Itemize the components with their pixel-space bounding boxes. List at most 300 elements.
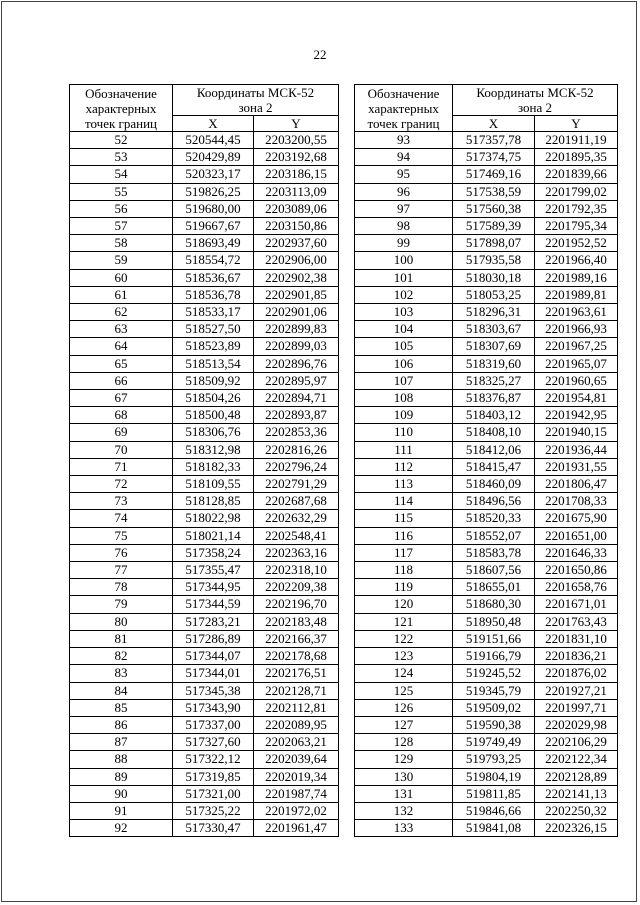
y-coordinate-cell: 2202816,26 <box>254 441 339 458</box>
y-coordinate-cell: 2202128,89 <box>535 768 618 785</box>
point-number-cell: 101 <box>355 269 453 286</box>
table-row <box>355 166 618 183</box>
x-coordinate-cell: 518182,33 <box>173 458 254 475</box>
x-coordinate-cell: 518306,76 <box>173 424 254 441</box>
y-coordinate-cell: 2201927,21 <box>535 682 618 699</box>
header-designation <box>70 85 173 132</box>
header-x: X <box>173 116 254 132</box>
y-coordinate-cell: 2203150,86 <box>254 218 339 235</box>
y-coordinate-cell: 2201671,01 <box>535 596 618 613</box>
x-coordinate-cell: 519793,25 <box>453 751 535 768</box>
point-number-cell: 107 <box>355 372 453 389</box>
point-number-cell: 111 <box>355 441 453 458</box>
y-coordinate-cell: 2201997,71 <box>535 699 618 716</box>
table-row <box>70 768 339 785</box>
y-coordinate-cell: 2201942,95 <box>535 407 618 424</box>
y-coordinate-cell: 2203200,55 <box>254 132 339 149</box>
x-coordinate-cell: 518312,98 <box>173 441 254 458</box>
point-number-cell: 64 <box>70 338 173 355</box>
header-y: Y <box>535 116 618 132</box>
table-row <box>70 510 339 527</box>
point-number-cell: 82 <box>70 648 173 665</box>
y-coordinate-cell: 2201876,02 <box>535 665 618 682</box>
table-row <box>70 665 339 682</box>
table-row <box>70 200 339 217</box>
header-designation-line: точек границ <box>367 115 440 131</box>
point-number-cell: 118 <box>355 562 453 579</box>
x-coordinate-cell: 518325,27 <box>453 372 535 389</box>
y-coordinate-cell: 2202632,29 <box>254 510 339 527</box>
header-designation-line: характерных <box>85 100 157 116</box>
x-coordinate-cell: 520429,89 <box>173 149 254 166</box>
y-coordinate-cell: 2202896,76 <box>254 355 339 372</box>
x-coordinate-cell: 518513,54 <box>173 355 254 372</box>
point-number-cell: 113 <box>355 476 453 493</box>
point-number-cell: 84 <box>70 682 173 699</box>
point-number-cell: 96 <box>355 183 453 200</box>
table-row <box>70 218 339 235</box>
y-coordinate-cell: 2202326,15 <box>535 820 618 837</box>
left-table-body <box>70 132 339 837</box>
y-coordinate-cell: 2201989,16 <box>535 269 618 286</box>
table-row <box>70 321 339 338</box>
header-y: Y <box>254 116 339 132</box>
point-number-cell: 129 <box>355 751 453 768</box>
x-coordinate-cell: 518552,07 <box>453 527 535 544</box>
x-coordinate-cell: 519509,02 <box>453 699 535 716</box>
point-number-cell: 57 <box>70 218 173 235</box>
y-coordinate-cell: 2202687,68 <box>254 493 339 510</box>
x-coordinate-cell: 518460,09 <box>453 476 535 493</box>
x-coordinate-cell: 519151,66 <box>453 630 535 647</box>
point-number-cell: 130 <box>355 768 453 785</box>
y-coordinate-cell: 2202176,51 <box>254 665 339 682</box>
x-coordinate-cell: 518520,33 <box>453 510 535 527</box>
table-row <box>70 183 339 200</box>
y-coordinate-cell: 2201963,61 <box>535 304 618 321</box>
y-coordinate-cell: 2202899,83 <box>254 321 339 338</box>
table-row <box>70 648 339 665</box>
y-coordinate-cell: 2202122,34 <box>535 751 618 768</box>
x-coordinate-cell: 517898,07 <box>453 235 535 252</box>
y-coordinate-cell: 2201795,34 <box>535 218 618 235</box>
point-number-cell: 65 <box>70 355 173 372</box>
table-row <box>355 286 618 303</box>
x-coordinate-cell: 518376,87 <box>453 390 535 407</box>
x-coordinate-cell: 517538,59 <box>453 183 535 200</box>
table-row <box>355 372 618 389</box>
x-coordinate-cell: 518527,50 <box>173 321 254 338</box>
table-row <box>355 269 618 286</box>
x-coordinate-cell: 519804,19 <box>453 768 535 785</box>
x-coordinate-cell: 518523,89 <box>173 338 254 355</box>
table-row <box>70 132 339 149</box>
y-coordinate-cell: 2201646,33 <box>535 544 618 561</box>
table-row <box>355 699 618 716</box>
table-row <box>70 613 339 630</box>
point-number-cell: 123 <box>355 648 453 665</box>
table-row <box>70 544 339 561</box>
point-number-cell: 105 <box>355 338 453 355</box>
point-number-cell: 86 <box>70 716 173 733</box>
point-number-cell: 114 <box>355 493 453 510</box>
x-coordinate-cell: 520323,17 <box>173 166 254 183</box>
y-coordinate-cell: 2202363,16 <box>254 544 339 561</box>
y-coordinate-cell: 2203192,68 <box>254 149 339 166</box>
point-number-cell: 91 <box>70 802 173 819</box>
x-coordinate-cell: 518307,69 <box>453 338 535 355</box>
point-number-cell: 103 <box>355 304 453 321</box>
y-coordinate-cell: 2202029,98 <box>535 716 618 733</box>
x-coordinate-cell: 519166,79 <box>453 648 535 665</box>
point-number-cell: 110 <box>355 424 453 441</box>
x-coordinate-cell: 518680,30 <box>453 596 535 613</box>
table-row <box>70 372 339 389</box>
table-row <box>355 252 618 269</box>
x-coordinate-cell: 518415,47 <box>453 458 535 475</box>
y-coordinate-cell: 2202106,29 <box>535 734 618 751</box>
y-coordinate-cell: 2201799,02 <box>535 183 618 200</box>
y-coordinate-cell: 2202902,38 <box>254 269 339 286</box>
table-row <box>355 665 618 682</box>
point-number-cell: 121 <box>355 613 453 630</box>
point-number-cell: 62 <box>70 304 173 321</box>
point-number-cell: 120 <box>355 596 453 613</box>
table-row <box>355 304 618 321</box>
y-coordinate-cell: 2201911,19 <box>535 132 618 149</box>
table-row <box>70 734 339 751</box>
x-coordinate-cell: 518536,78 <box>173 286 254 303</box>
y-coordinate-cell: 2201651,00 <box>535 527 618 544</box>
point-number-cell: 83 <box>70 665 173 682</box>
point-number-cell: 89 <box>70 768 173 785</box>
point-number-cell: 95 <box>355 166 453 183</box>
table-row <box>355 132 618 149</box>
point-number-cell: 61 <box>70 286 173 303</box>
x-coordinate-cell: 518607,56 <box>453 562 535 579</box>
x-coordinate-cell: 518053,25 <box>453 286 535 303</box>
table-row <box>70 493 339 510</box>
table-row <box>355 338 618 355</box>
table-row <box>70 716 339 733</box>
x-coordinate-cell: 518554,72 <box>173 252 254 269</box>
x-coordinate-cell: 517330,47 <box>173 820 254 837</box>
table-row <box>70 166 339 183</box>
table-row <box>355 630 618 647</box>
table-row <box>355 648 618 665</box>
y-coordinate-cell: 2201763,43 <box>535 613 618 630</box>
table-row <box>70 630 339 647</box>
point-number-cell: 131 <box>355 785 453 802</box>
table-row <box>70 699 339 716</box>
point-number-cell: 88 <box>70 751 173 768</box>
table-row <box>355 424 618 441</box>
y-coordinate-cell: 2201839,66 <box>535 166 618 183</box>
x-coordinate-cell: 517344,01 <box>173 665 254 682</box>
point-number-cell: 75 <box>70 527 173 544</box>
y-coordinate-cell: 2202063,21 <box>254 734 339 751</box>
y-coordinate-cell: 2201806,47 <box>535 476 618 493</box>
point-number-cell: 115 <box>355 510 453 527</box>
x-coordinate-cell: 519245,52 <box>453 665 535 682</box>
y-coordinate-cell: 2201792,35 <box>535 200 618 217</box>
y-coordinate-cell: 2202895,97 <box>254 372 339 389</box>
point-number-cell: 66 <box>70 372 173 389</box>
point-number-cell: 92 <box>70 820 173 837</box>
x-coordinate-cell: 518536,67 <box>173 269 254 286</box>
table-row <box>70 390 339 407</box>
table-row <box>355 441 618 458</box>
point-number-cell: 55 <box>70 183 173 200</box>
y-coordinate-cell: 2201936,44 <box>535 441 618 458</box>
point-number-cell: 77 <box>70 562 173 579</box>
table-row <box>70 304 339 321</box>
x-coordinate-cell: 518500,48 <box>173 407 254 424</box>
point-number-cell: 100 <box>355 252 453 269</box>
y-coordinate-cell: 2202089,95 <box>254 716 339 733</box>
table-row <box>70 355 339 372</box>
y-coordinate-cell: 2202894,71 <box>254 390 339 407</box>
y-coordinate-cell: 2202906,00 <box>254 252 339 269</box>
x-coordinate-cell: 517355,47 <box>173 562 254 579</box>
point-number-cell: 87 <box>70 734 173 751</box>
y-coordinate-cell: 2202853,36 <box>254 424 339 441</box>
table-row <box>355 149 618 166</box>
x-coordinate-cell: 517283,21 <box>173 613 254 630</box>
table-row <box>355 613 618 630</box>
y-coordinate-cell: 2201987,74 <box>254 785 339 802</box>
point-number-cell: 69 <box>70 424 173 441</box>
y-coordinate-cell: 2201658,76 <box>535 579 618 596</box>
point-number-cell: 74 <box>70 510 173 527</box>
point-number-cell: 90 <box>70 785 173 802</box>
x-coordinate-cell: 518583,78 <box>453 544 535 561</box>
page-number: 22 <box>313 47 327 62</box>
header-coords-title <box>453 85 618 116</box>
x-coordinate-cell: 520544,45 <box>173 132 254 149</box>
x-coordinate-cell: 517325,22 <box>173 802 254 819</box>
y-coordinate-cell: 2202019,34 <box>254 768 339 785</box>
y-coordinate-cell: 2201952,52 <box>535 235 618 252</box>
right-table-body <box>355 132 618 837</box>
x-coordinate-cell: 517286,89 <box>173 630 254 647</box>
y-coordinate-cell: 2202178,68 <box>254 648 339 665</box>
y-coordinate-cell: 2202141,13 <box>535 785 618 802</box>
y-coordinate-cell: 2201675,90 <box>535 510 618 527</box>
header-coords-title <box>173 85 339 116</box>
y-coordinate-cell: 2201954,81 <box>535 390 618 407</box>
table-row <box>355 579 618 596</box>
table-row <box>355 751 618 768</box>
y-coordinate-cell: 2202112,81 <box>254 699 339 716</box>
table-row <box>70 579 339 596</box>
x-coordinate-cell: 518128,85 <box>173 493 254 510</box>
point-number-cell: 54 <box>70 166 173 183</box>
point-number-cell: 76 <box>70 544 173 561</box>
y-coordinate-cell: 2201961,47 <box>254 820 339 837</box>
header-designation <box>355 85 453 132</box>
header-coords-line: зона 2 <box>238 100 273 115</box>
point-number-cell: 117 <box>355 544 453 561</box>
point-number-cell: 59 <box>70 252 173 269</box>
x-coordinate-cell: 518504,26 <box>173 390 254 407</box>
point-number-cell: 67 <box>70 390 173 407</box>
y-coordinate-cell: 2202937,60 <box>254 235 339 252</box>
point-number-cell: 99 <box>355 235 453 252</box>
x-coordinate-cell: 519846,66 <box>453 802 535 819</box>
y-coordinate-cell: 2201966,40 <box>535 252 618 269</box>
table-row <box>355 390 618 407</box>
header-designation-line: характерных <box>368 100 439 116</box>
point-number-cell: 133 <box>355 820 453 837</box>
x-coordinate-cell: 518403,12 <box>453 407 535 424</box>
x-coordinate-cell: 517374,75 <box>453 149 535 166</box>
point-number-cell: 53 <box>70 149 173 166</box>
y-coordinate-cell: 2202899,03 <box>254 338 339 355</box>
header-coords-line: зона 2 <box>517 100 553 115</box>
table-row <box>355 355 618 372</box>
table-row <box>355 218 618 235</box>
table-row <box>355 527 618 544</box>
point-number-cell: 56 <box>70 200 173 217</box>
x-coordinate-cell: 519667,67 <box>173 218 254 235</box>
y-coordinate-cell: 2202183,48 <box>254 613 339 630</box>
table-row <box>70 149 339 166</box>
table-row <box>355 321 618 338</box>
table-row <box>355 458 618 475</box>
table-row <box>70 751 339 768</box>
table-row <box>355 716 618 733</box>
point-number-cell: 58 <box>70 235 173 252</box>
x-coordinate-cell: 517344,59 <box>173 596 254 613</box>
point-number-cell: 71 <box>70 458 173 475</box>
point-number-cell: 104 <box>355 321 453 338</box>
x-coordinate-cell: 517589,39 <box>453 218 535 235</box>
x-coordinate-cell: 519590,38 <box>453 716 535 733</box>
point-number-cell: 125 <box>355 682 453 699</box>
header-designation-line: точек границ <box>84 115 158 131</box>
x-coordinate-cell: 518021,14 <box>173 527 254 544</box>
x-coordinate-cell: 519841,08 <box>453 820 535 837</box>
point-number-cell: 127 <box>355 716 453 733</box>
table-row <box>70 235 339 252</box>
y-coordinate-cell: 2202039,64 <box>254 751 339 768</box>
y-coordinate-cell: 2203186,15 <box>254 166 339 183</box>
table-row <box>70 785 339 802</box>
point-number-cell: 112 <box>355 458 453 475</box>
point-number-cell: 94 <box>355 149 453 166</box>
point-number-cell: 98 <box>355 218 453 235</box>
y-coordinate-cell: 2202166,37 <box>254 630 339 647</box>
y-coordinate-cell: 2201895,35 <box>535 149 618 166</box>
x-coordinate-cell: 517560,38 <box>453 200 535 217</box>
x-coordinate-cell: 518296,31 <box>453 304 535 321</box>
table-row <box>355 596 618 613</box>
x-coordinate-cell: 518022,98 <box>173 510 254 527</box>
x-coordinate-cell: 518319,60 <box>453 355 535 372</box>
table-row <box>355 183 618 200</box>
x-coordinate-cell: 519826,25 <box>173 183 254 200</box>
x-coordinate-cell: 517344,95 <box>173 579 254 596</box>
y-coordinate-cell: 2202196,70 <box>254 596 339 613</box>
y-coordinate-cell: 2201940,15 <box>535 424 618 441</box>
point-number-cell: 108 <box>355 390 453 407</box>
table-row <box>355 682 618 699</box>
table-row <box>70 596 339 613</box>
x-coordinate-cell: 517327,60 <box>173 734 254 751</box>
header-x: X <box>453 116 535 132</box>
y-coordinate-cell: 2202318,10 <box>254 562 339 579</box>
point-number-cell: 132 <box>355 802 453 819</box>
point-number-cell: 79 <box>70 596 173 613</box>
table-row <box>355 476 618 493</box>
point-number-cell: 52 <box>70 132 173 149</box>
x-coordinate-cell: 517357,78 <box>453 132 535 149</box>
point-number-cell: 73 <box>70 493 173 510</box>
table-row <box>70 802 339 819</box>
header-designation-line: Обозначение <box>367 85 440 101</box>
y-coordinate-cell: 2201931,55 <box>535 458 618 475</box>
x-coordinate-cell: 519749,49 <box>453 734 535 751</box>
point-number-cell: 78 <box>70 579 173 596</box>
x-coordinate-cell: 517322,12 <box>173 751 254 768</box>
table-row <box>355 407 618 424</box>
table-row <box>70 338 339 355</box>
y-coordinate-cell: 2202796,24 <box>254 458 339 475</box>
x-coordinate-cell: 518412,06 <box>453 441 535 458</box>
point-number-cell: 126 <box>355 699 453 716</box>
y-coordinate-cell: 2203113,09 <box>254 183 339 200</box>
point-number-cell: 109 <box>355 407 453 424</box>
point-number-cell: 81 <box>70 630 173 647</box>
coordinates-table-left <box>69 84 339 837</box>
point-number-cell: 97 <box>355 200 453 217</box>
x-coordinate-cell: 517321,00 <box>173 785 254 802</box>
table-row <box>355 785 618 802</box>
point-number-cell: 119 <box>355 579 453 596</box>
x-coordinate-cell: 517343,90 <box>173 699 254 716</box>
x-coordinate-cell: 517345,38 <box>173 682 254 699</box>
table-row <box>355 802 618 819</box>
table-row <box>355 510 618 527</box>
x-coordinate-cell: 518496,56 <box>453 493 535 510</box>
y-coordinate-cell: 2202209,38 <box>254 579 339 596</box>
x-coordinate-cell: 517358,24 <box>173 544 254 561</box>
y-coordinate-cell: 2201989,81 <box>535 286 618 303</box>
x-coordinate-cell: 518693,49 <box>173 235 254 252</box>
x-coordinate-cell: 518533,17 <box>173 304 254 321</box>
point-number-cell: 63 <box>70 321 173 338</box>
table-row <box>70 407 339 424</box>
y-coordinate-cell: 2202901,85 <box>254 286 339 303</box>
y-coordinate-cell: 2201965,07 <box>535 355 618 372</box>
y-coordinate-cell: 2201966,93 <box>535 321 618 338</box>
table-row <box>70 458 339 475</box>
y-coordinate-cell: 2201972,02 <box>254 802 339 819</box>
y-coordinate-cell: 2202893,87 <box>254 407 339 424</box>
table-row <box>355 734 618 751</box>
y-coordinate-cell: 2201831,10 <box>535 630 618 647</box>
point-number-cell: 122 <box>355 630 453 647</box>
y-coordinate-cell: 2201708,33 <box>535 493 618 510</box>
coordinates-table-right <box>354 84 618 837</box>
x-coordinate-cell: 517344,07 <box>173 648 254 665</box>
point-number-cell: 106 <box>355 355 453 372</box>
point-number-cell: 60 <box>70 269 173 286</box>
table-row <box>70 820 339 837</box>
table-row <box>70 562 339 579</box>
point-number-cell: 68 <box>70 407 173 424</box>
